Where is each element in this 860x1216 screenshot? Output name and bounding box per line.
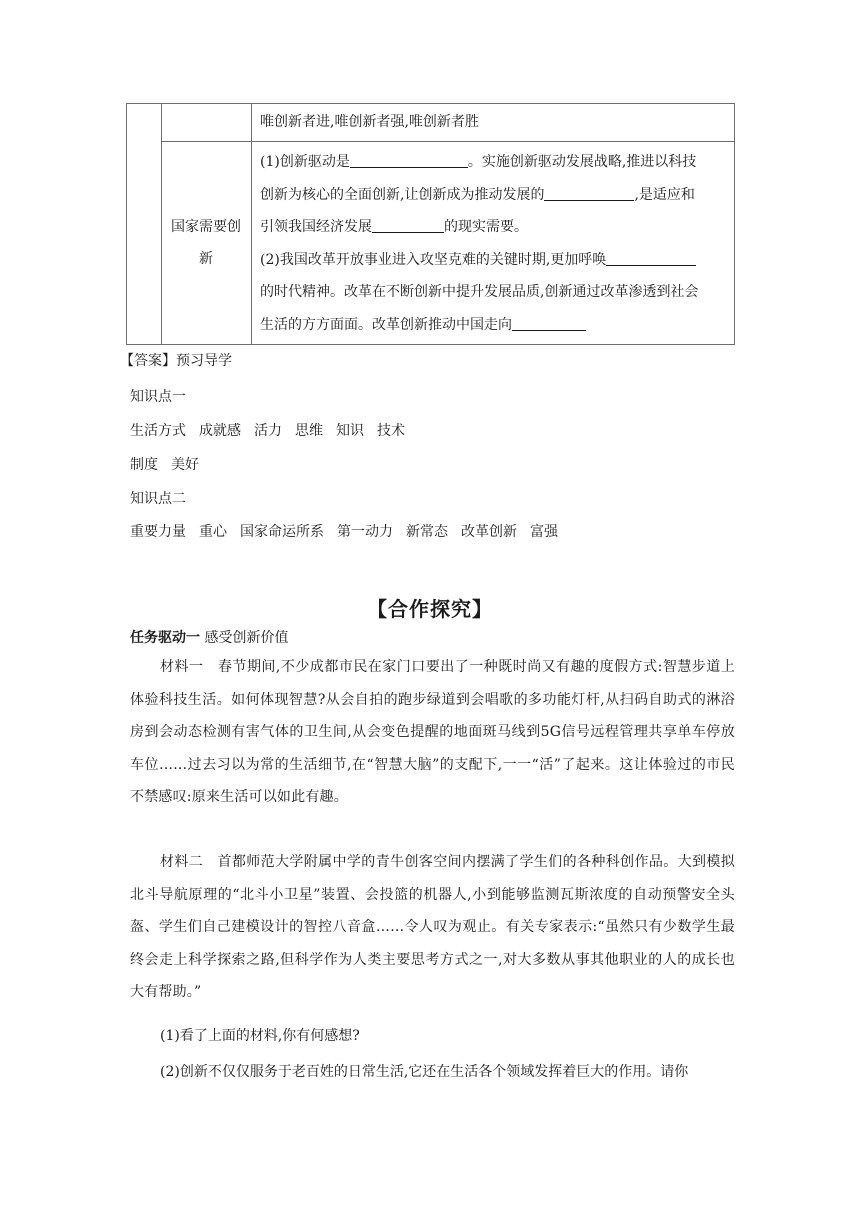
text-fragment: 。实施创新驱动发展战略,推进以科技 [467,154,697,170]
fill-blank [512,315,586,331]
answer-word: 改革创新 [461,524,517,540]
knowledge-table [126,103,735,345]
fill-blank [544,185,634,201]
fill-blank [350,152,468,168]
row-label-line2: 新 [199,250,213,267]
answer-word: 知识 [336,423,364,439]
answer-line-3 [130,522,571,542]
answer-word: 新常态 [406,524,448,540]
task-heading [130,628,288,648]
answer-word: 美好 [171,457,199,473]
answer-word: 活力 [254,423,282,439]
material-2-paragraph: 材料二 首都师范大学附属中学的青牛创客空间内摆满了学生们的各种科创作品。大到模拟北斗导航原理的“北斗小卫星”装置、会投篮的机器人,小到能够监测瓦斯浓度的自动预警安全头盔、学生们自己建模设计的智控八音盒……令人叹为观止。有关专家表示:“虽然只有少数学生最终会走上科学探索之路,但科学作为人类主要思考方式之一,对大多数从事其他职业的人的成长也大有帮助。” [130,854,735,1001]
fill-blank [606,250,696,266]
table-line-1 [260,146,730,179]
answer-word: 思维 [295,423,323,439]
table-line-2 [260,179,730,212]
knowledge-point-1-title: 知识点一 [130,389,186,405]
text-fragment: 创新为核心的全面创新,让创新成为推动发展的 [260,186,545,203]
task-title: 感受创新价值 [204,630,289,646]
answer-word: 生活方式 [130,423,186,439]
answer-line-2 [130,455,212,475]
table-line-6 [260,309,730,342]
text-fragment: ,是适应和 [634,186,695,203]
text-fragment: (1)创新驱动是 [260,154,350,170]
table-row-label [161,141,251,344]
answer-word: 第一动力 [337,524,393,540]
text-fragment: 的现实需要。 [444,219,528,235]
answer-word: 重心 [199,524,227,540]
table-divider [251,104,252,344]
answer-header: 【答案】预习导学 [120,353,232,369]
material-1-paragraph: 材料一 春节期间,不少成都市民在家门口要出了一种既时尚又有趣的度假方式:智慧步道上体验科技生活。如何体现智慧?从会自拍的跑步绿道到会唱歌的多功能灯杆,从扫码自助式的淋浴房到会动态检测有害气体的卫生间,从会变色提醒的地面斑马线到5G信号远程管理共享单车停放车位……过去习以为常的生活细节,在“智慧大脑”的支配下,一一“活”了起来。这让体验过的市民不禁感叹:原来生活可以如此有趣。 [130,659,735,806]
answer-line-1 [130,421,418,441]
answer-word: 技术 [377,423,405,439]
table-content-cell [260,146,730,341]
knowledge-point-2-title: 知识点二 [130,491,186,507]
table-line-4 [260,244,730,277]
fill-blank [372,217,444,233]
text-fragment: 生活的方方面面。改革创新推动中国走向 [260,316,512,333]
task-label: 任务驱动一 [130,630,200,646]
section-title: 【合作探究】 [367,597,493,621]
row-label-line1: 国家需要创 [171,218,241,235]
question-2: (2)创新不仅仅服务于老百姓的日常生活,它还在生活各个领域发挥着巨大的作用。请你 [160,1064,689,1080]
answer-word: 制度 [130,457,158,473]
answer-word: 成就感 [199,423,241,439]
answer-word: 重要力量 [130,524,186,540]
text-fragment: 引领我国经济发展 [260,219,372,235]
answer-word: 富强 [530,524,558,540]
table-line-5: 的时代精神。改革在不断创新中提升发展品质,创新通过改革渗透到社会 [260,284,699,300]
table-line-3 [260,211,730,244]
answer-word: 国家命运所系 [240,524,324,540]
question-1: (1)看了上面的材料,你有何感想? [160,1028,360,1044]
text-fragment: (2)我国改革开放事业进入攻坚克难的关键时期,更加呼唤 [260,251,607,268]
table-top-row-text: 唯创新者进,唯创新者强,唯创新者胜 [260,114,479,130]
